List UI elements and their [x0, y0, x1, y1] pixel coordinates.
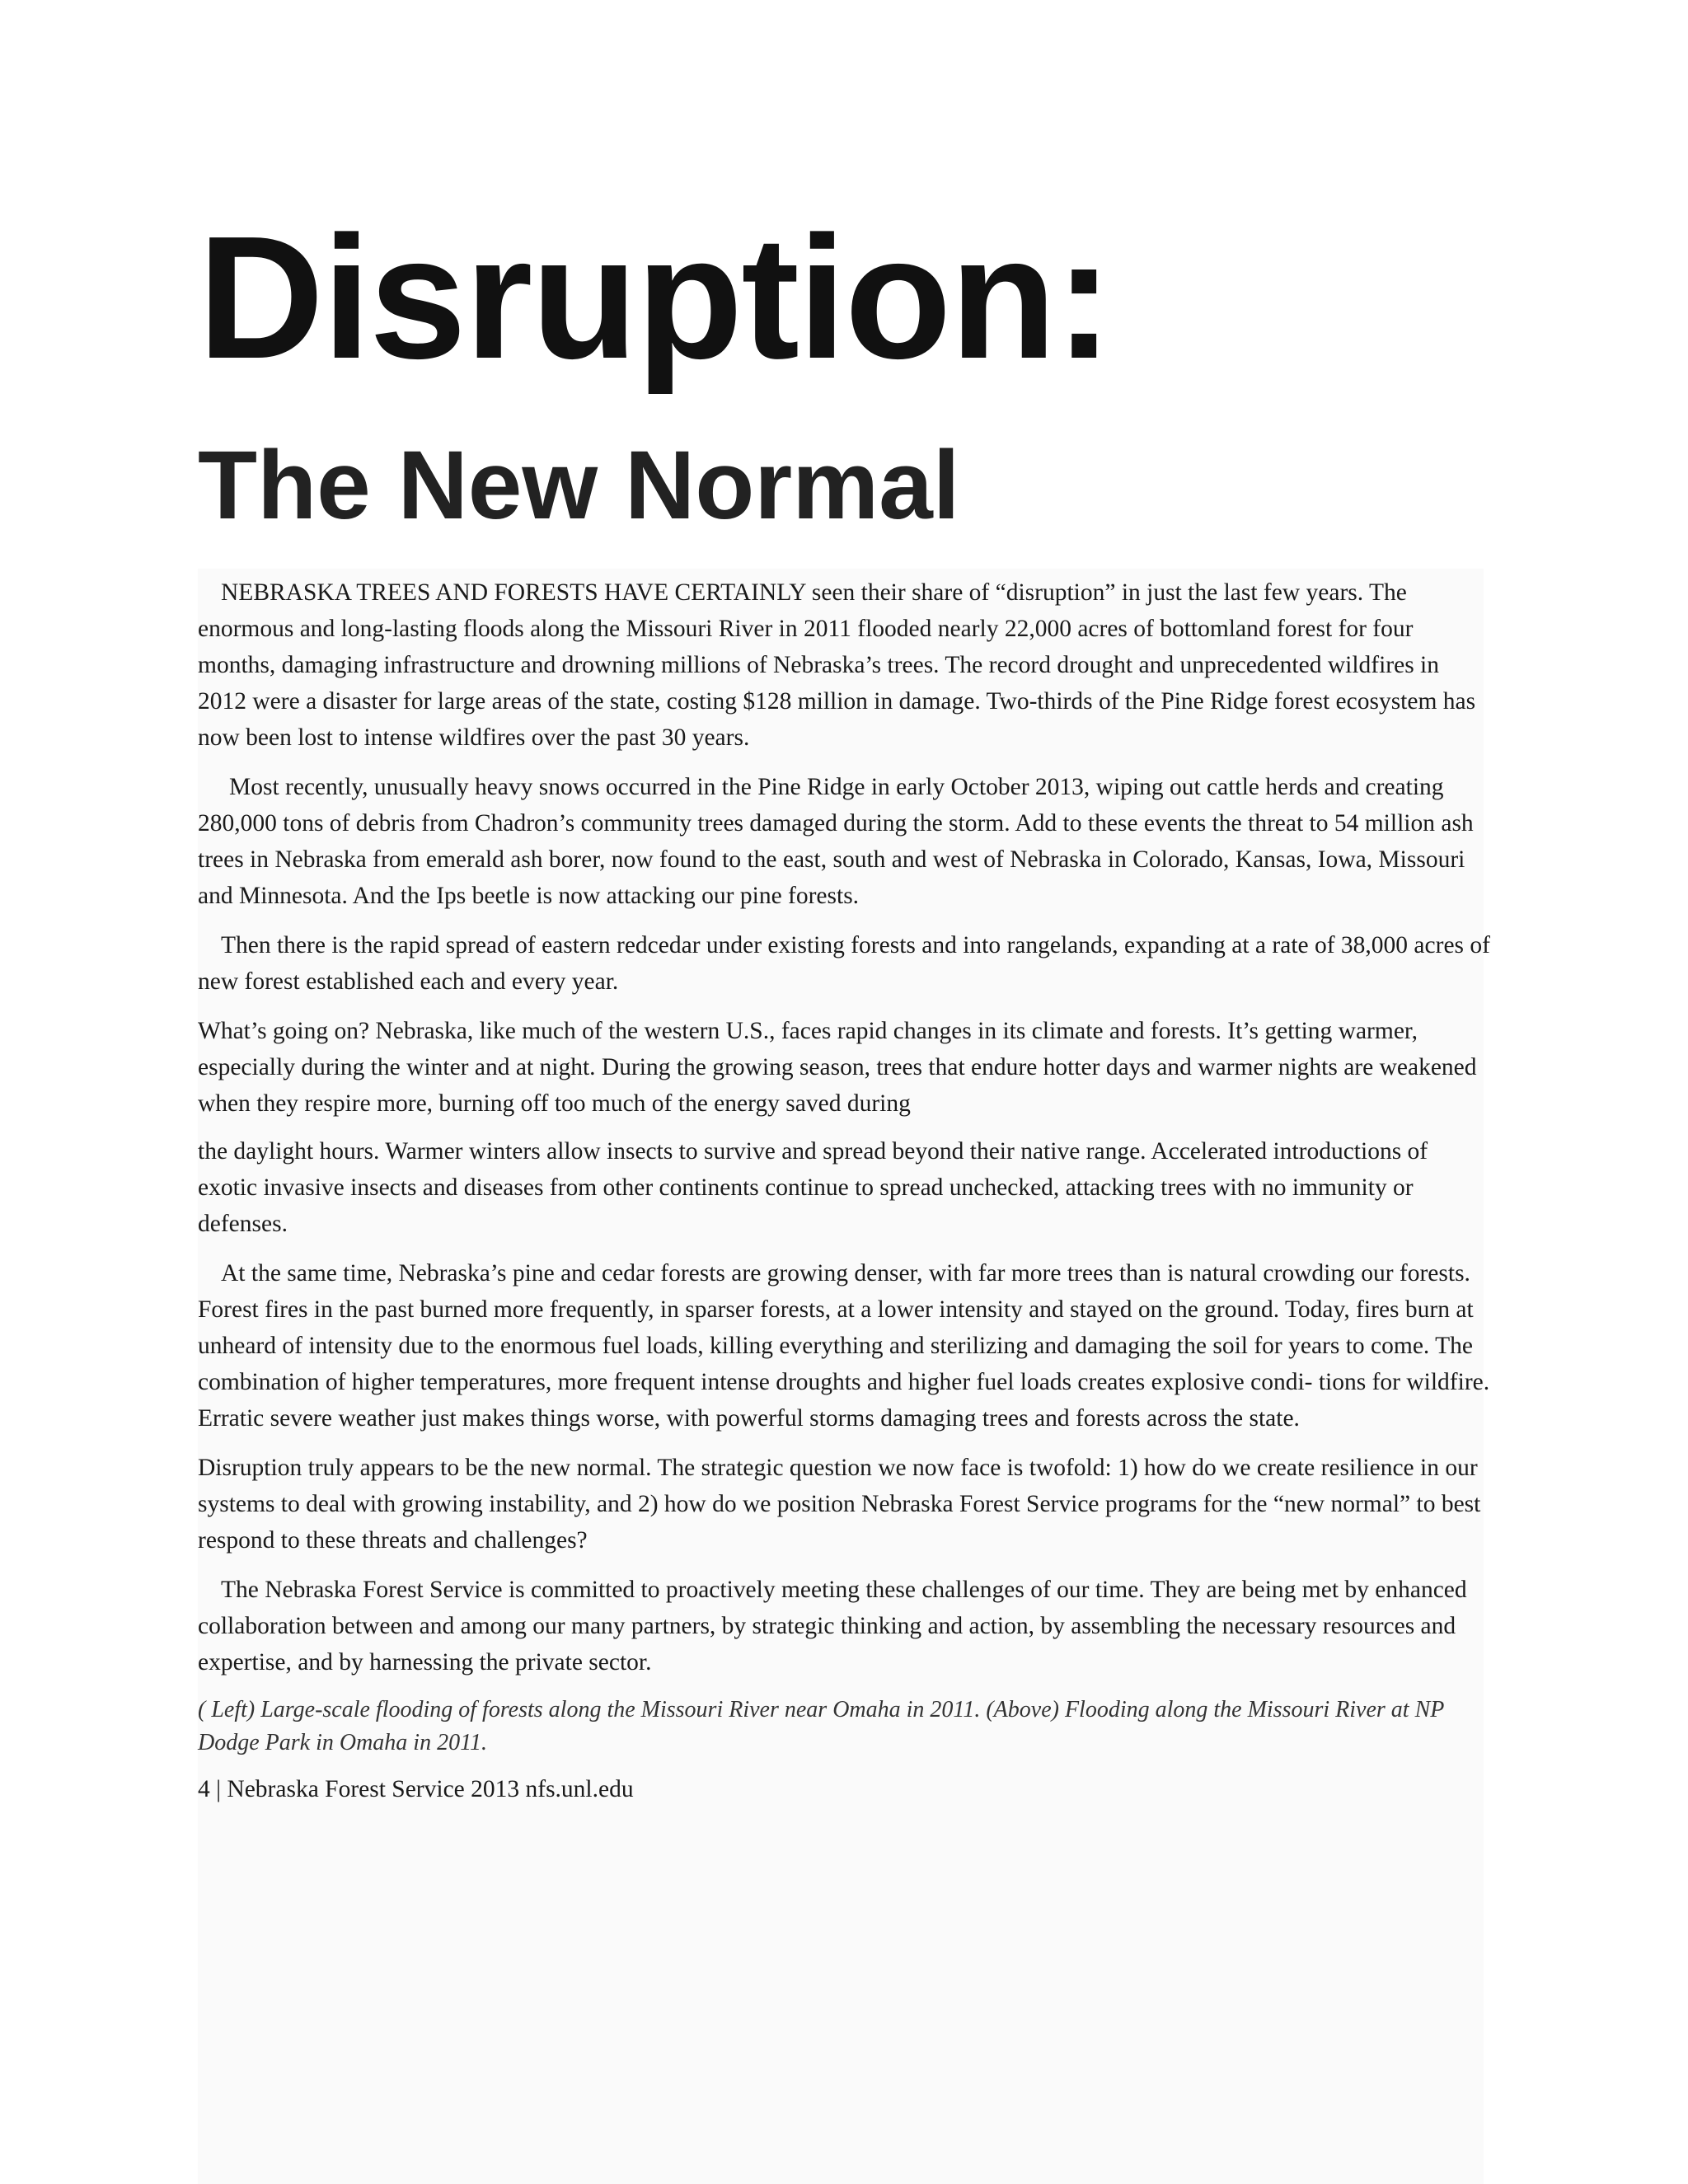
paragraph-commitment: The Nebraska Forest Service is committed to proactively meeting these challenges of our time. They are being met by enhanced collaboration between and among our many partners, by strategic thinking and action, by assembling the necessary resources and expertise, and by harnessing the private sector.: [198, 1577, 1467, 1675]
paragraph-dense-forests: At the same time, Nebraska’s pine and cedar forests are growing denser, with far more trees than is natural crowding our forests. Forest fires in the past burned more frequently, in sparser forests, at a lower intensity and stayed on the ground. Today, fires burn at unheard of intensity due to the enormous fuel loads, killing everything and sterilizing and damaging the soil for years to come. The combination of higher temperatures, more frequent intense droughts and higher fuel loads creates explosive condi- tions for wildfire. Erratic severe weather just makes things worse, with powerful storms damaging trees and forests across the state.: [198, 1260, 1490, 1432]
page-subtitle: The New Normal: [198, 431, 960, 540]
paragraph-intro: NEBRASKA TREES AND FORESTS HAVE CERTAINLY seen their share of “disruption” in just the last few years. The enormous and long-lasting floods along the Missouri River in 2011 flooded nearly 22,000 acres of bottomland forest for four months, damaging infrastructure and drowning millions of Nebraska’s trees. The record drought and unprecedented wildfires in 2012 were a disaster for large areas of the state, costing $128 million in damage. Two-thirds of the Pine Ridge forest ecosystem has now been lost to intense wildfires over the past 30 years.: [198, 579, 1476, 751]
paragraph-new-normal: Disruption truly appears to be the new normal. The strategic question we now face is twofold: 1) how do we create resilience in our systems to deal with growing instability, and 2) how do we position Nebraska Forest Service programs for the “new normal” to best respond to these threats and challenges?: [198, 1455, 1481, 1554]
paragraph-redcedar: Then there is the rapid spread of eastern redcedar under existing forests and into rangelands, expanding at a rate of 38,000 acres of new forest established each and every year.: [198, 932, 1490, 995]
page-title: Disruption:: [198, 199, 1112, 395]
photo-caption: ( Left) Large-scale flooding of forests along the Missouri River near Omaha in 2011. (Above) Flooding along the Missouri River at NP Dodge Park in Omaha in 2011.: [198, 1697, 1444, 1755]
paragraph-daylight-hours: the daylight hours. Warmer winters allow insects to survive and spread beyond their native range. Accelerated introductions of exotic invasive insects and diseases from other continents continue to spread unchecked, attacking trees with no immunity or defenses.: [198, 1138, 1428, 1237]
article-body: [198, 574, 1492, 1821]
paragraph-whats-going-on: What’s going on? Nebraska, like much of the western U.S., faces rapid changes in its climate and forests. It’s getting warmer, especially during the winter and at night. During the growing season, trees that endure hotter days and warmer nights are weakened when they respire more, burning off too much of the energy saved during: [198, 1018, 1477, 1117]
page-footer: 4 | Nebraska Forest Service 2013 nfs.unl.edu: [198, 1776, 634, 1802]
paragraph-recent-events: Most recently, unusually heavy snows occurred in the Pine Ridge in early October 2013, wiping out cattle herds and creating 280,000 tons of debris from Chadron’s community trees damaged during the storm. Add to these events the threat to 54 million ash trees in Nebraska from emerald ash borer, now found to the east, south and west of Nebraska in Colorado, Kansas, Iowa, Missouri and Minnesota. And the Ips beetle is now attacking our pine forests.: [198, 774, 1474, 909]
